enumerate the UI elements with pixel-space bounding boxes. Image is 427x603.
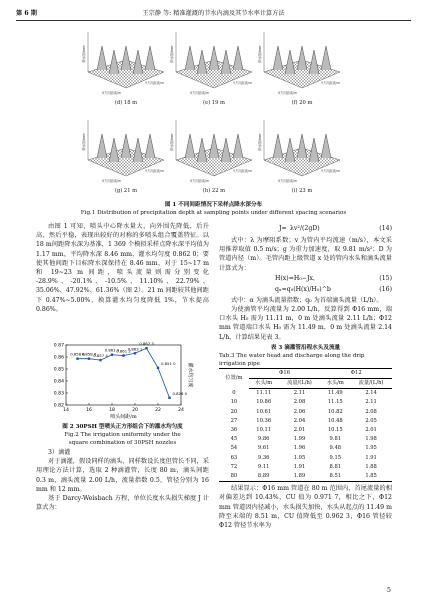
table-cell: 9.11 bbox=[257, 463, 270, 470]
surface-peak bbox=[133, 50, 143, 74]
surface-peak bbox=[297, 46, 307, 70]
x-tick-label: 22 bbox=[155, 408, 161, 413]
surface-peak bbox=[297, 134, 307, 158]
figure-1-caption bbox=[20, 201, 407, 217]
equation-16 bbox=[219, 284, 392, 296]
page-number: 5 bbox=[386, 586, 391, 594]
table-subheader: 水头/m bbox=[320, 379, 350, 389]
y-tick-label: 0.83 bbox=[53, 391, 64, 397]
y-tick-label: 0.82 bbox=[53, 403, 64, 409]
paragraph-table-discussion: 结果显示：Φ16 mm 管道在 80 m 范围内，首尾流量的相对偏差达到 10.43%，CU 值为 0.971 7，相比之下，Φ12 mm 管道因内径减小，水头损失加快，水头从起点的 11.49 m 降至末端的 8.51 m，CU 值降低至 0.962 3，Φ16 管径较 Φ12 管径节水率为 bbox=[219, 485, 392, 530]
surface-peak bbox=[221, 50, 231, 74]
y-tick-label: 0.85 bbox=[53, 367, 64, 373]
surface-peak bbox=[309, 50, 319, 74]
surface-peak bbox=[233, 46, 243, 70]
table-cell: 2.01 bbox=[365, 427, 377, 434]
table-cell: 0 bbox=[232, 389, 236, 396]
eq15-body: H(x)=H₀−Jx， bbox=[275, 274, 320, 282]
table-cell: 11.15 bbox=[327, 399, 343, 406]
table-cell: 1.91 bbox=[293, 463, 306, 470]
surface-panel bbox=[169, 120, 252, 194]
data-label: 0.863 1 bbox=[127, 346, 143, 352]
figure-1-caption-en: Fig.1 Distribution of precipitation depth at sampling points under different spacing scenarios bbox=[80, 210, 347, 216]
data-point bbox=[111, 354, 113, 356]
paragraph-where-lambda: 式中：λ 为摩阻系数；v 为管内平均流速（m/s），本文采用推荐取值 0.5 m/s；g 为重力加速度，取 9.81 m/s²；D 为管道内径（m）。毛管内距上级管道 x 处的管内水头和滴头流量计算式为： bbox=[219, 237, 392, 272]
data-label: 0.867 3 bbox=[139, 341, 154, 347]
table-row bbox=[219, 426, 392, 435]
table-row bbox=[219, 398, 392, 407]
y-axis-label: Y方向距离/m bbox=[321, 81, 340, 85]
y-axis-label: Y方向距离/m bbox=[145, 81, 164, 85]
z-axis-label: 降水量/mm bbox=[82, 45, 86, 63]
running-title: 王宗静 等: 精准灌溉的节水内滴及其节水率计算方法 bbox=[142, 10, 285, 17]
x-tick-label: 14 bbox=[63, 408, 69, 413]
table-cell: 2.04 bbox=[293, 417, 306, 424]
table-cell: 1.91 bbox=[365, 454, 377, 461]
y-axis-label: Y方向距离/m bbox=[321, 169, 340, 173]
data-label: 0.858 6 bbox=[70, 351, 85, 357]
x-axis-label: X方向距离/m bbox=[102, 179, 122, 183]
surface-peak bbox=[209, 46, 219, 70]
paragraph-back-calc: 为使滴管平均流量为 2.00 L/h，反算得到 Φ16 mm，端口水头 H₀ 需为 11.11 m，0 m 处滴头流量 2.11 L/h；Φ12 mm 管道端口水头 H₀ 需为 11.49 m，0 m 处滴头流量 2.14 L/h，计算结果见表 3。 bbox=[219, 306, 392, 341]
table-header-phi12: Φ12 bbox=[320, 368, 392, 378]
figure-2-uniformity-chart bbox=[36, 337, 209, 423]
data-label: 0.826 0 bbox=[172, 390, 187, 396]
table-cell: 9.61 bbox=[257, 445, 270, 452]
figure-2-caption-en-1: Fig.2 The irrigation uniformity under the bbox=[64, 431, 181, 438]
figure-2-caption bbox=[36, 424, 209, 447]
surface-peak bbox=[321, 134, 331, 158]
x-axis-label: X方向距离/m bbox=[190, 179, 210, 183]
table-subheader: 水头/m bbox=[249, 379, 279, 389]
surface-peak bbox=[121, 134, 131, 158]
table-cell: 9.81 bbox=[329, 436, 342, 443]
surface-panel bbox=[257, 32, 340, 106]
z-axis-label: 降水量/mm bbox=[258, 133, 262, 151]
data-point bbox=[76, 357, 78, 359]
table-cell: 2.08 bbox=[293, 399, 306, 406]
table-cell: 9.15 bbox=[329, 454, 342, 461]
x-axis-label: 喷头间距/m bbox=[110, 414, 137, 420]
table-cell: 80 bbox=[219, 472, 249, 482]
surface-peak bbox=[145, 46, 155, 70]
table-cell: 11.11 bbox=[256, 390, 272, 397]
running-header bbox=[16, 8, 411, 21]
surface-peak bbox=[109, 138, 119, 162]
y-axis-label: Y方向距离/m bbox=[233, 81, 252, 85]
table-row bbox=[219, 472, 392, 482]
z-axis-label: 降水量/mm bbox=[82, 133, 86, 151]
surface-peak bbox=[109, 50, 119, 74]
table-3-title-en: Tab.3 The water head and discharge along the drip irrigation pipe bbox=[219, 352, 365, 367]
x-axis-label: X方向距离/m bbox=[278, 179, 298, 183]
surface-panel bbox=[257, 120, 340, 194]
equation-15 bbox=[219, 273, 392, 284]
surface-peak bbox=[273, 46, 283, 70]
table-cell: 2.11 bbox=[293, 390, 306, 397]
table-row bbox=[219, 408, 392, 417]
table-header-position: 位置/m bbox=[219, 368, 249, 388]
table-cell: 1.98 bbox=[365, 436, 377, 443]
table-cell: 45 bbox=[230, 436, 238, 443]
issue-number: 第 6 期 bbox=[16, 10, 37, 17]
z-axis-label: 降水量/mm bbox=[170, 45, 174, 63]
table-cell: 2.06 bbox=[293, 408, 306, 415]
panel-label: (d) 18 m bbox=[114, 100, 138, 106]
surface-peak bbox=[285, 50, 295, 74]
eq14-number: (14) bbox=[379, 225, 392, 232]
right-column bbox=[219, 222, 392, 530]
z-axis-label: 降水量/mm bbox=[258, 45, 262, 63]
figure-1-caption-cn: 图 1 不同间距情况下采样点降水深分布 bbox=[164, 202, 263, 208]
data-point bbox=[134, 352, 136, 354]
table-cell: 10.61 bbox=[256, 408, 272, 415]
figure-2-caption-cn: 图 2 30PSH 型喷头正方形组合下的灌水均匀度 bbox=[62, 424, 183, 430]
table-cell: 11.49 bbox=[327, 390, 343, 397]
surface-peak bbox=[285, 138, 295, 162]
table-cell: 10.11 bbox=[256, 427, 272, 434]
x-axis-label: X方向距离/m bbox=[278, 91, 298, 95]
left-column bbox=[36, 222, 209, 314]
data-label: 0.857 4 bbox=[93, 353, 108, 359]
eq15-number: (15) bbox=[379, 274, 392, 282]
table-cell: 8.89 bbox=[249, 472, 279, 482]
y-axis-label: 灌水均匀度 bbox=[187, 362, 193, 388]
table-cell: 10.82 bbox=[327, 408, 343, 415]
equation-14 bbox=[219, 222, 392, 236]
data-label: 0.861 2 bbox=[116, 348, 131, 354]
data-label: 0.858 6 bbox=[81, 351, 97, 357]
data-point bbox=[88, 357, 90, 359]
surface-panel bbox=[81, 32, 164, 106]
x-tick-label: 20 bbox=[132, 408, 138, 413]
table-cell: 36 bbox=[230, 427, 238, 434]
surface-peak bbox=[321, 46, 331, 70]
paragraph-darcy: 基于 Darcy-Weisbach 方程，单位长度水头损失梯度 J 计算式为： bbox=[36, 495, 209, 512]
x-tick-label: 24 bbox=[178, 408, 184, 413]
table-cell: 1.89 bbox=[279, 472, 321, 482]
data-point bbox=[122, 354, 124, 356]
table-row bbox=[219, 463, 392, 472]
table-cell: 1.95 bbox=[365, 445, 377, 452]
surface-peak bbox=[309, 138, 319, 162]
table-cell: 2.11 bbox=[365, 399, 377, 406]
data-point bbox=[157, 367, 159, 369]
y-tick-label: 0.84 bbox=[53, 379, 64, 385]
surface-peak bbox=[121, 46, 131, 70]
surface-peak bbox=[233, 134, 243, 158]
table-cell: 1.96 bbox=[293, 445, 306, 452]
eq16-number: (16) bbox=[379, 285, 392, 293]
surface-peak bbox=[185, 46, 195, 70]
eq16-body: qₓ=q₀(H(x)/H₀)^b bbox=[275, 285, 331, 293]
table-row bbox=[219, 435, 392, 444]
panel-label: (e) 19 m bbox=[203, 100, 225, 106]
table-cell: 2.05 bbox=[365, 417, 377, 424]
table-cell: 9.36 bbox=[257, 454, 270, 461]
table-3 bbox=[219, 368, 392, 482]
table-subheader: 流量/(L/h) bbox=[279, 379, 321, 389]
data-point bbox=[168, 397, 170, 399]
table-row bbox=[219, 417, 392, 426]
table-cell: 72 bbox=[230, 463, 238, 470]
x-axis-label: X方向距离/m bbox=[190, 91, 210, 95]
table-subheader: 流量/(L/h) bbox=[350, 379, 392, 389]
paragraph-drip-setup: 对于滴灌，假设同样的滴头、同样数设长度但管长不同，采用理论方法计算，选取 2 种滴灌管，长度 80 m，滴头间距 0.3 m，滴头流量 2.00 L/h，流量指数 0.5，管径分别为 16 mm 和 12 mm。 bbox=[36, 458, 209, 493]
table-cell: 10.15 bbox=[327, 427, 343, 434]
surface-peak bbox=[209, 134, 219, 158]
panel-label: (f) 20 m bbox=[291, 100, 313, 106]
surface-peak bbox=[133, 138, 143, 162]
data-label: 0.851 0 bbox=[161, 360, 176, 366]
table-cell: 10 bbox=[230, 399, 238, 406]
y-tick-label: 0.86 bbox=[53, 355, 64, 361]
table-cell: 1.85 bbox=[350, 472, 392, 482]
x-axis-label: X方向距离/m bbox=[102, 91, 122, 95]
figure-1-surface-plots bbox=[84, 24, 344, 200]
table-3-title-cn: 表 3 滴灌管沿程水头及流量 bbox=[270, 344, 341, 351]
surface-peak bbox=[97, 134, 107, 158]
table-cell: 8.51 bbox=[320, 472, 350, 482]
table-header-phi16: Φ16 bbox=[249, 368, 321, 378]
paragraph-results-sprinkler: 由图 1 可知，喷头中心降水量大，向外围先降低、后升高、然后平稳，表现出较好的对称的多喷头组合覆盖特征。以 18 m间距降水深为基准，1 369 个模拟采样点降水深平均值为 1.17 mm，平均降水深 8.46 mm，灌水均匀度 0.862 0；要使其他间距下目标降水深保持在 8.46 mm，对于 15~17 m 和 19~23 m 间距，喷头流量则需分别变化 -28.9%、-20.1%、-10.5%、11.10%、22.79%、35.06%、47.92%、61.36%（图 2）。21 m 间距较其他间距下 0.47%~5.00%，换算灌水均匀度降低 1%，节水提高 0.86%。 bbox=[36, 223, 209, 313]
z-axis-label: 降水量/mm bbox=[170, 133, 174, 151]
table-cell: 10.86 bbox=[256, 399, 272, 406]
surface-peak bbox=[145, 134, 155, 158]
table-cell: 1.88 bbox=[365, 463, 377, 470]
table-cell: 9.86 bbox=[257, 436, 270, 443]
table-cell: 9.48 bbox=[329, 445, 342, 452]
table-cell: 1.99 bbox=[293, 436, 306, 443]
table-cell: 10.36 bbox=[256, 417, 272, 424]
table-cell: 1.95 bbox=[293, 454, 306, 461]
table-cell: 2.08 bbox=[365, 408, 377, 415]
section-heading-drip: 3）滴灌 bbox=[48, 449, 71, 456]
surface-panel bbox=[81, 120, 164, 194]
surface-peak bbox=[197, 138, 207, 162]
left-column-lower bbox=[36, 448, 209, 512]
panel-label: (g) 21 m bbox=[114, 188, 138, 194]
surface-panel bbox=[169, 32, 252, 106]
surface-peak bbox=[221, 138, 231, 162]
table-row bbox=[219, 389, 392, 399]
eq14-rhs: λv²/(2gD) bbox=[290, 225, 320, 232]
table-cell: 20 bbox=[230, 408, 238, 415]
table-row bbox=[219, 444, 392, 453]
surface-peak bbox=[197, 50, 207, 74]
panel-label: (h) 22 m bbox=[202, 188, 226, 194]
x-tick-label: 16 bbox=[86, 408, 92, 413]
table-cell: 54 bbox=[230, 445, 238, 452]
data-point bbox=[145, 347, 147, 349]
table-cell: 10.48 bbox=[327, 417, 343, 424]
paragraph-where-alpha: 式中：α 为滴头流量指数；q₀ 为首端滴头流量（L/h）。 bbox=[231, 296, 383, 304]
table-row bbox=[219, 454, 392, 463]
table-cell: 2.01 bbox=[293, 427, 306, 434]
surface-peak bbox=[97, 46, 107, 70]
surface-peak bbox=[273, 134, 283, 158]
panel-label: (i) 23 m bbox=[291, 188, 313, 194]
surface-peak bbox=[185, 134, 195, 158]
table-cell: 27 bbox=[230, 417, 238, 424]
table-cell: 63 bbox=[230, 454, 238, 461]
data-point bbox=[99, 359, 101, 361]
figure-2-caption-en-2: square combination of 30PSH nozzles bbox=[68, 439, 177, 446]
y-axis-label: Y方向距离/m bbox=[233, 169, 252, 173]
data-label: 0.861 9 bbox=[104, 347, 120, 353]
y-tick-label: 0.87 bbox=[53, 343, 64, 349]
table-cell: 8.81 bbox=[329, 463, 342, 470]
x-tick-label: 18 bbox=[109, 408, 115, 413]
y-axis-label: Y方向距离/m bbox=[145, 169, 164, 173]
table-3-title bbox=[219, 344, 392, 368]
eq14-lhs: J= bbox=[279, 225, 287, 232]
table-cell: 2.14 bbox=[365, 390, 377, 397]
